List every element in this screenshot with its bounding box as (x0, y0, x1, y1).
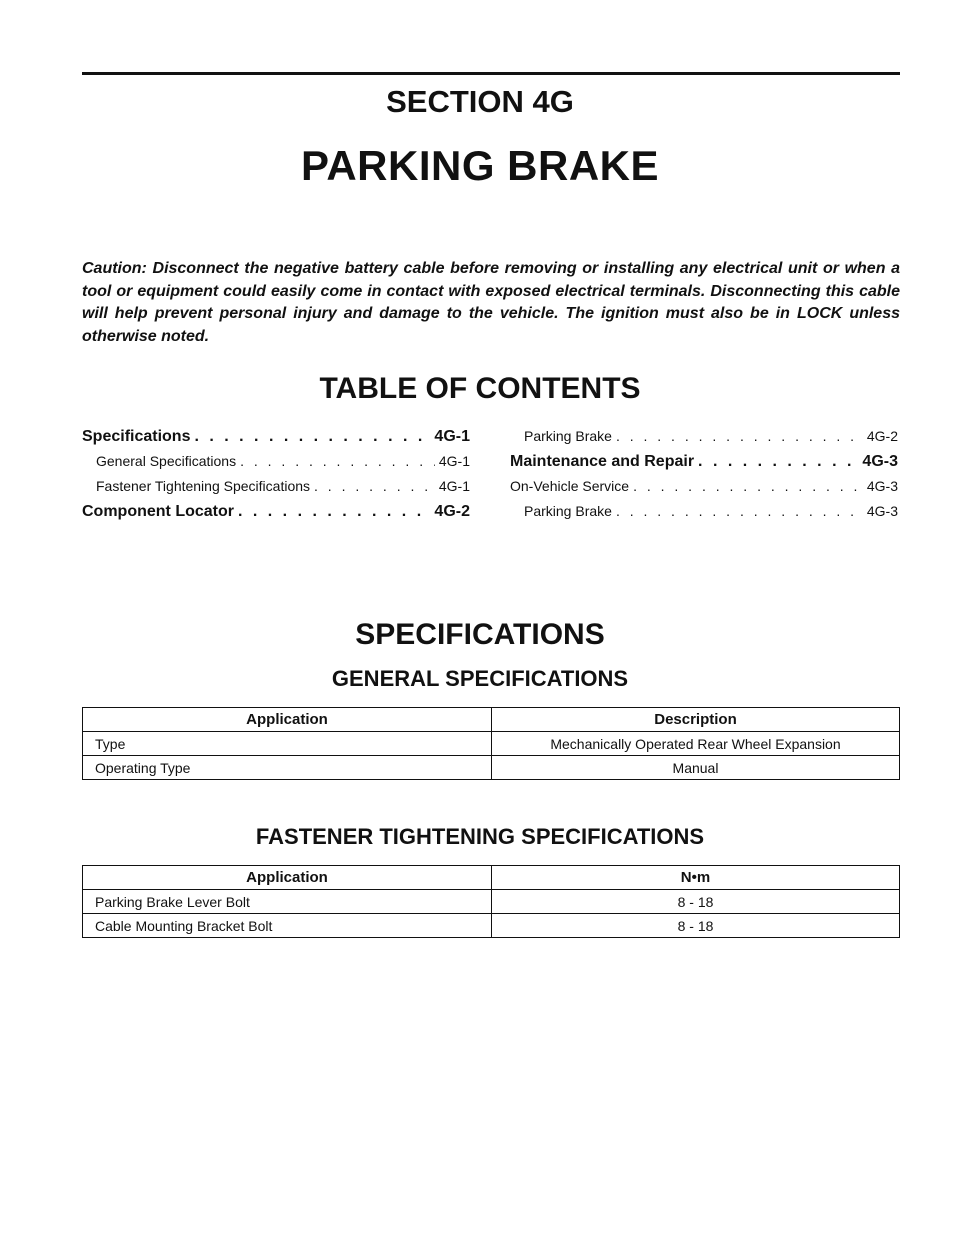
toc-leader (238, 499, 430, 524)
toc-left-column (82, 424, 470, 524)
table-row (83, 914, 900, 938)
table-cell: Cable Mounting Bracket Bolt (83, 914, 492, 938)
toc-leader (240, 449, 435, 474)
toc-entry-page: 4G-3 (866, 478, 898, 494)
toc-entry-parking-brake-locator[interactable] (510, 424, 898, 449)
toc-entry-label: Fastener Tightening Specifications (96, 478, 311, 494)
table-header-row (83, 708, 900, 732)
table-cell: 8 - 18 (492, 890, 900, 914)
toc-right-column (510, 424, 898, 524)
toc-title: TABLE OF CONTENTS (319, 372, 641, 405)
column-header: Application (83, 708, 492, 732)
table-row (83, 756, 900, 780)
toc-entry-label: Component Locator (82, 503, 234, 520)
table-cell: Mechanically Operated Rear Wheel Expansion (492, 732, 900, 756)
table-cell: 8 - 18 (492, 914, 900, 938)
toc-entry-page: 4G-1 (438, 478, 470, 494)
column-header: N•m (492, 866, 900, 890)
toc-entry-page: 4G-1 (434, 428, 470, 445)
toc-leader (194, 424, 430, 449)
section-number: SECTION 4G (386, 84, 574, 119)
toc-entry-label: Parking Brake (524, 503, 612, 519)
toc-leader (616, 424, 863, 449)
toc-entry-page: 4G-2 (866, 428, 898, 444)
column-header: Application (83, 866, 492, 890)
table-header-row (83, 866, 900, 890)
fastener-specifications-table (82, 865, 900, 938)
toc-entry-page: 4G-1 (438, 453, 470, 469)
toc-entry-specifications[interactable] (82, 424, 470, 449)
toc-leader (616, 499, 863, 524)
table-row (83, 732, 900, 756)
table-cell: Parking Brake Lever Bolt (83, 890, 492, 914)
toc-entry-label: Specifications (82, 428, 191, 445)
toc-leader (698, 449, 858, 474)
toc-entry-label: On-Vehicle Service (510, 478, 630, 494)
caution-note: Caution: Disconnect the negative battery cable before removing or installing any electrical unit or when a tool or equipment could easily come in contact with exposed electrical terminals. Disconnecting this cable will help prevent personal injury and damage to the vehicle. The ignition must also be in LOCK unless otherwise noted. (82, 260, 900, 345)
toc-entry-label: Maintenance and Repair (510, 453, 695, 470)
table-cell: Manual (492, 756, 900, 780)
toc-entry-page: 4G-2 (434, 503, 470, 520)
fastener-specifications-heading: FASTENER TIGHTENING SPECIFICATIONS (255, 824, 705, 849)
toc-entry-page: 4G-3 (862, 453, 898, 470)
toc-entry-page: 4G-3 (866, 503, 898, 519)
toc-entry-on-vehicle-service[interactable] (510, 474, 898, 499)
general-specifications-table (82, 707, 900, 780)
toc-leader (314, 474, 435, 499)
toc-entry-fastener-tightening-specifications[interactable] (82, 474, 470, 499)
toc-entry-label: General Specifications (96, 453, 237, 469)
toc-entry-parking-brake-service[interactable] (510, 499, 898, 524)
page-title: PARKING BRAKE (300, 142, 660, 189)
toc-entry-label: Parking Brake (524, 428, 612, 444)
column-header: Description (492, 708, 900, 732)
toc-entry-component-locator[interactable] (82, 499, 470, 524)
specifications-heading: SPECIFICATIONS (355, 618, 605, 651)
toc-leader (633, 474, 863, 499)
table-cell: Type (83, 732, 492, 756)
top-rule (82, 72, 900, 75)
table-cell: Operating Type (83, 756, 492, 780)
table-row (83, 890, 900, 914)
general-specifications-heading: GENERAL SPECIFICATIONS (331, 666, 629, 691)
toc-entry-maintenance-and-repair[interactable] (510, 449, 898, 474)
toc-entry-general-specifications[interactable] (82, 449, 470, 474)
